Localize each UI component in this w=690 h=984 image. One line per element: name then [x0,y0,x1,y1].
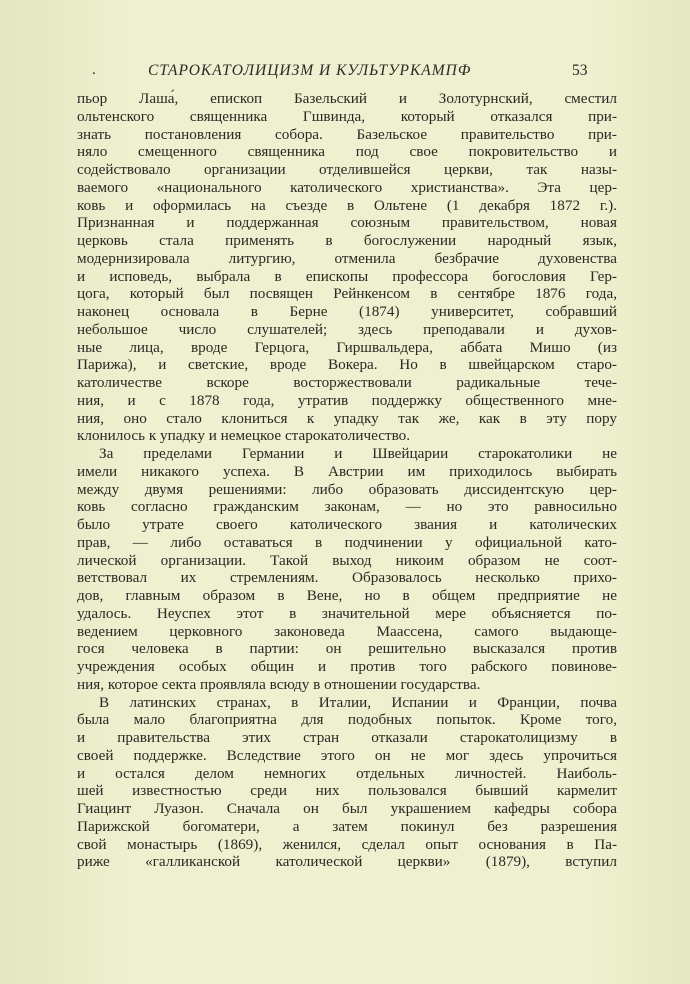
text-line: Парижа), и светские, вроде Вокера. Но в швейцарском старо- [77,356,617,374]
text-line: имели никакого успеха. В Австрии им приходилось выбирать [77,462,617,480]
text-line: удалось. Неуспех этот в значительной мере объясняется по- [77,604,617,622]
text-line: цога, который был посвящен Рейнкенсом в сентябре 1876 года, [77,285,617,303]
header-mark: . [92,62,96,78]
text-line: и исповедь, выбрала в епископы профессора богословия Гер- [77,267,617,285]
text-line: ведением церковного законоведа Маассена, самого выдающе- [77,622,617,640]
text-line: ные лица, вроде Герцога, Гиршвальдера, аббата Мишо (из [77,338,617,356]
text-line: Признанная и поддержанная союзным правительством, новая [77,214,617,232]
text-line: своей поддержке. Вследствие этого он не мог здесь упрочиться [77,746,617,764]
text-line: риже «галликанской католической церкви» (1879), вступил [77,853,617,871]
text-line: ния, и с 1878 года, утратив поддержку общественного мне- [77,391,617,409]
text-line: В латинских странах, в Италии, Испании и Франции, почва [99,693,617,711]
text-line: ветствовал их стремлениям. Образовалось несколько прихо- [77,569,617,587]
text-line: прав, — либо оставаться в подчинении у официальной като- [77,533,617,551]
text-line: было утрате своего католического звания и католических [77,516,617,533]
page-number: 53 [572,62,588,79]
text-line: учреждения особых общин и против того рабского повинове- [77,658,617,675]
text-line: ольтенского священника Гшвинда, который отказался при- [77,107,617,125]
text-line: няло смещенного священника под свое покровительство и [77,143,617,161]
text-line: содействовало организации отделившейся церкви, так назы- [77,161,617,178]
text-line: свой монастырь (1869), женился, сделал опыт основания в Па- [77,835,617,853]
text-line: шей известностью среди них пользовался бывший кармелит [77,782,617,800]
text-line: между двумя решениями: либо образовать диссидентскую цер- [77,480,617,498]
text-line: Гиацинт Луазон. Сначала он был украшением кафедры собора [77,800,617,817]
text-line: наконец основала в Берне (1874) университет, собравший [77,303,617,320]
text-line: ваемого «национального католического христианства». Эта цер- [77,178,617,196]
text-line: ния, оно стало клониться к упадку так же, как в эту пору [77,409,617,427]
text-line: и остался делом немногих отдельных личностей. Наиболь- [77,764,617,782]
text-line: дов, главным образом в Вене, но в общем предприятие не [77,587,617,604]
paragraph [77,90,617,445]
text-line: небольшое число слушателей; здесь преподавали и духов- [77,320,617,338]
paragraph [77,445,617,694]
text-line: Парижской богоматери, а затем покинул без разрешения [77,817,617,835]
page-body-text [77,90,617,871]
text-line: ния, которое секта проявляла всюду в отношении государства. [77,675,481,693]
text-line: была мало благоприятна для подобных попыток. Кроме того, [77,711,617,729]
running-title: СТАРОКАТОЛИЦИЗМ И КУЛЬТУРКАМПФ [148,62,472,79]
text-line: лической организации. Такой выход никоим образом не соот- [77,551,617,569]
text-line: ковь и оформилась на съезде в Ольтене (1 декабря 1872 г.). [77,196,617,214]
text-line: ковь согласно гражданским законам, — но это равносильно [77,498,617,516]
text-line: церковь стала применять в богослужении народный язык, [77,232,617,249]
text-line: и правительства этих стран отказали старокатолицизму в [77,729,617,746]
text-line: гося человека в партии: он решительно высказался против [77,640,617,658]
text-line: пьор Лаша́, епископ Базельский и Золотурнский, сместил [77,90,617,107]
text-line: модернизировала литургию, отменила безбрачие духовенства [77,249,617,267]
text-line: За пределами Германии и Швейцарии старокатолики не [99,445,617,462]
text-line: клонилось к упадку и немецкое старокатоличество. [77,427,411,445]
paragraph [77,694,617,872]
text-line: католичестве вскоре восторжествовали радикальные тече- [77,374,617,391]
text-line: знать постановления собора. Базельское правительство при- [77,125,617,143]
